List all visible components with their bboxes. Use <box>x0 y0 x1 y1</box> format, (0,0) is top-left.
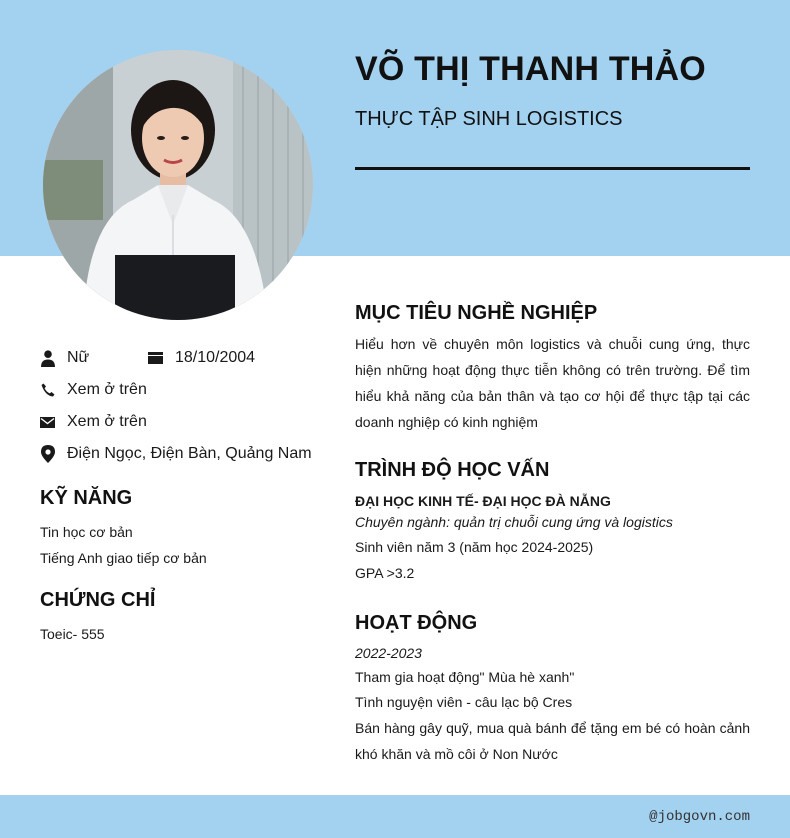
activity-item: Tham gia hoạt động" Mùa hè xanh" <box>355 669 575 685</box>
address-value: Điện Ngọc, Điện Bàn, Quảng Nam <box>67 445 312 462</box>
dob-item <box>148 349 255 367</box>
profile-photo <box>43 50 313 320</box>
activities-heading: HOẠT ĐỘNG <box>355 612 478 634</box>
contact-row-address <box>40 438 330 470</box>
objective-section <box>355 302 750 435</box>
person-icon <box>40 349 55 367</box>
contact-info <box>40 342 330 470</box>
skill-item: Tiếng Anh giao tiếp cơ bản <box>40 550 207 566</box>
objective-text: Hiểu hơn về chuyên môn logistics và chuỗi cung ứng, thực hiện những hoạt động thực tiễn không có trên trường. Để tìm hiểu khả năng của bản thân và tạo cơ hội để thực tập tại các doanh nghiệp có kinh nghiệm <box>355 336 750 430</box>
certificates-heading: CHỨNG CHỈ <box>40 589 156 611</box>
skills-list <box>40 519 207 571</box>
school-name: ĐẠI HỌC KINH TẾ- ĐẠI HỌC ĐÀ NẴNG <box>355 493 611 509</box>
study-year: Sinh viên năm 3 (năm học 2024-2025) <box>355 539 594 555</box>
contact-row-email <box>40 406 330 438</box>
education-heading: TRÌNH ĐỘ HỌC VẤN <box>355 459 550 481</box>
calendar-icon <box>148 349 163 367</box>
gender-item <box>40 349 148 367</box>
mail-icon <box>40 413 55 431</box>
skills-heading: KỸ NĂNG <box>40 487 133 509</box>
phone-value: Xem ở trên <box>67 381 147 398</box>
certificates-list <box>40 621 105 647</box>
activities-section <box>355 612 750 767</box>
gpa: GPA >3.2 <box>355 565 415 581</box>
contact-row-phone <box>40 374 330 406</box>
objective-heading: MỤC TIÊU NGHỀ NGHIỆP <box>355 302 598 324</box>
education-section <box>355 459 750 586</box>
activity-item: Tình nguyện viên - câu lạc bộ Cres <box>355 694 573 710</box>
major: Chuyên ngành: quản trị chuỗi cung ứng và logistics <box>355 514 673 530</box>
dob-value: 18/10/2004 <box>175 349 256 366</box>
header-divider <box>355 167 750 170</box>
location-pin-icon <box>40 445 55 463</box>
contact-row-personal <box>40 342 330 374</box>
activity-item: Bán hàng gây quỹ, mua quà bánh để tặng em bé có hoàn cảnh khó khăn và mồ côi ở Non Nước <box>355 720 750 762</box>
certificate-item: Toeic- 555 <box>40 626 105 642</box>
email-value: Xem ở trên <box>67 413 147 430</box>
gender-value: Nữ <box>67 349 90 366</box>
skill-item: Tin học cơ bản <box>40 524 133 540</box>
job-title: THỰC TẬP SINH LOGISTICS <box>355 108 623 130</box>
candidate-name: VÕ THỊ THANH THẢO <box>355 50 706 88</box>
watermark-text: @jobgovn.com <box>649 809 750 825</box>
phone-icon <box>40 381 55 399</box>
activity-period: 2022-2023 <box>355 645 422 661</box>
